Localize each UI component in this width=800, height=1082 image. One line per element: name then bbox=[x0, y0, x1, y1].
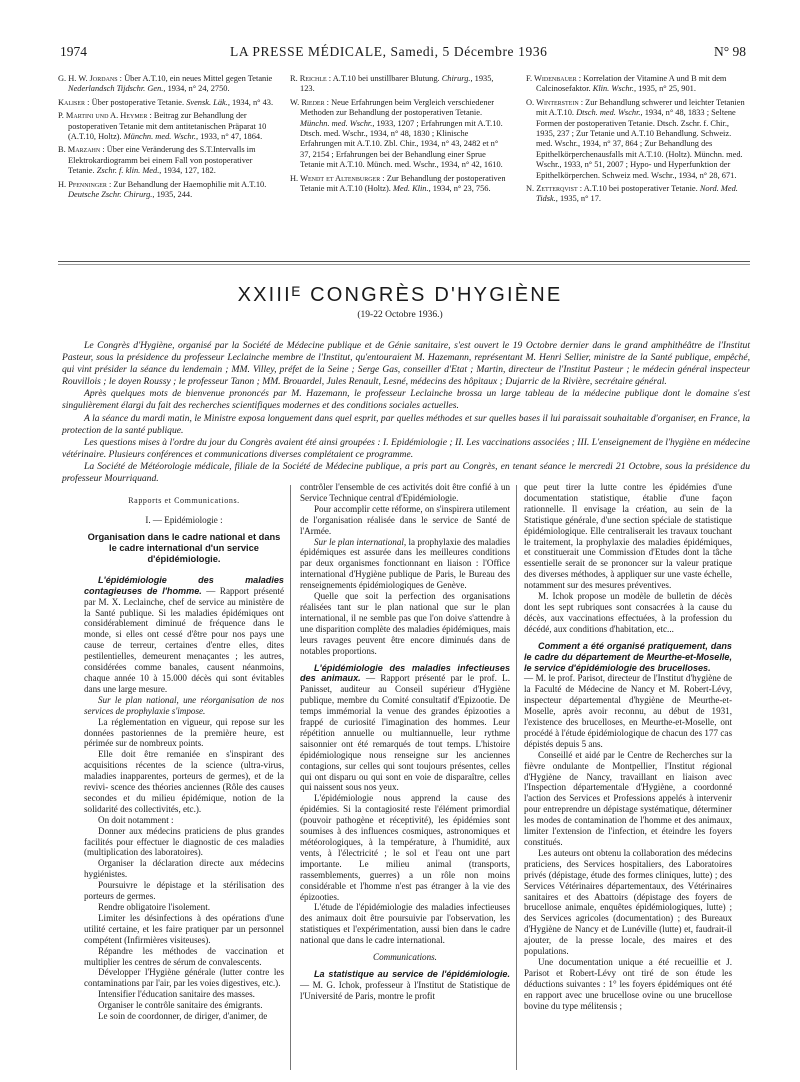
reference-details: , 1933, n° 47, 1864. bbox=[196, 132, 263, 142]
issue-number: N° 98 bbox=[713, 44, 746, 59]
paragraph: contrôler l'ensemble de ces activités doit être confié à un Service Technique central d'Epidémiologie. bbox=[300, 482, 510, 503]
reference-journal: Chirurg. bbox=[441, 74, 471, 83]
paragraph: Quelle que soit la perfection des organisations réalisées tant sur le plan national que sur le plan international, il ne semble pas que l'on doive s'attendre à une disparition complète des maladies épidémiques, mais leurs ravages peuvent être encore diminués dans de notables proportions. bbox=[300, 591, 510, 656]
list-item: Poursuivre le dépistage et la stérilisation des porteurs de germes. bbox=[84, 880, 284, 902]
column-rule bbox=[290, 485, 291, 1070]
reference-journal: Dtsch. med. Wschr. bbox=[576, 108, 641, 118]
reference-title: : A.T.10 bei unstillbarer Blutung. bbox=[326, 74, 442, 83]
bibliography bbox=[58, 74, 750, 274]
reference-author: G. H. W. Jordans bbox=[58, 74, 118, 83]
list-item: Limiter les désinfections à des opérations d'une utilité certaine, et les faire pratiquer par un personnel compétent (Infirmières visiteuses). bbox=[84, 912, 284, 945]
paragraph: On doit notamment : bbox=[98, 814, 174, 825]
report-title: L'épidémiologie des maladies contagieuses de l'homme. bbox=[84, 574, 284, 596]
list-item: Le soin de coordonner, de diriger, d'animer, de bbox=[98, 1011, 268, 1022]
paragraph: — M. le prof. Parisot, directeur de l'Institut d'hygiène de la Faculté de Médecine de Nancy et M. Robert-Lévy, inspecteur départemental d'hygiène de Meurthe-et-Moselle, après avoir reconnu, au début de 1931, l'existence des brucelloses, en Meurthe-et-Moselle, ont procédé à l'étude épidémiologique de chacun des 177 cas dépistés depuis 5 ans. bbox=[524, 673, 732, 749]
page-number: 1974 bbox=[60, 44, 87, 59]
paragraph: Une documentation unique a été recueillie et J. Parisot et Robert-Lévy ont tiré de son étude les déductions suivantes : 1° les foyers épidémiques ont été en rapport avec une brucellose ovine ou une brucellose bovine du type mélitensis ; bbox=[524, 956, 732, 1011]
reference-details: , 1935, n° 17. bbox=[555, 194, 602, 204]
congress-dates: (19-22 Octobre 1936.) bbox=[357, 310, 443, 320]
reference-author: P. Martini und A. Heymer bbox=[58, 111, 148, 121]
paragraph: Sur le plan national, une réorganisation de nos services de prophylaxie s'impose. bbox=[84, 694, 284, 716]
reference-title: : Über postoperative Tetanie. bbox=[85, 97, 187, 107]
reference-journal: Nord. Med. Tidsk. bbox=[536, 184, 738, 204]
intro-paragraph: Les questions mises à l'ordre du jour du Congrès avaient été ainsi groupées : I. Epidémiologie ; II. Les vaccinations associées ; III. L'enseignement de l'hygiène en médecine vétérinaire. Plusieurs conférences et communications diverses complétaient ce programme. bbox=[62, 436, 750, 460]
page-header bbox=[60, 44, 746, 64]
intro-paragraph: A la séance du mardi matin, le Ministre exposa longuement dans quel esprit, par quelles méthodes et sur quelles bases il lui paraissait souhaitable d'organiser, en France, la protection de la santé publique. bbox=[62, 412, 750, 436]
reference-author: F. Widenbauer bbox=[526, 74, 577, 83]
topic-heading: Organisation dans le cadre national et dans le cadre international d'un service d'épidémiologie. bbox=[87, 531, 281, 564]
list-item: Rendre obligatoire l'isolement. bbox=[98, 902, 210, 912]
reference-author: N. Zetterqvist bbox=[526, 184, 578, 194]
reference-entry bbox=[58, 180, 276, 201]
reference-journal: Zschr. f. klin. Med. bbox=[96, 166, 160, 176]
reference-details: , 1935, n° 25, 901. bbox=[633, 84, 696, 94]
reference-title: : Zur Behandlung schwerer und leichter Tetanien mit A.T.10. bbox=[536, 97, 745, 118]
paragraph: La réglementation en vigueur, qui repose sur les données pastoriennes de la première heure, est périmée sur de nombreux points. bbox=[84, 716, 284, 749]
subsection-heading: I. — Epidémiologie : bbox=[145, 514, 223, 525]
reference-title: : Zur Behandlung der Haemophilie mit A.T.10. bbox=[106, 179, 267, 189]
reference-entry bbox=[58, 145, 276, 176]
reference-journal: Nederlandsch Tijdschr. Gen. bbox=[68, 84, 164, 94]
divider-rule bbox=[58, 261, 750, 262]
report-text: — Rapport présenté par le prof. L. Panisset, auditeur au Conseil supérieur d'Hygiène publique, membre du Comité consultatif d'Epizootie. De temps immémorial la venue des grandes épizooties a frappé de curiosité l'imagination des hommes. Leur répétition annuelle ou multiannuelle, leur rythme saisonnier ont été remarqués de tout temps. L'histoire épidémiologique nous renseigne sur les anciennes contagions, sur celles qui sont toujours présentes, celles qui ont disparu ou qui sont en voie de disparaître, celles qui naissent sous nos yeux. bbox=[300, 673, 511, 793]
reference-details: , 1934, n° 48, 1833 ; Seltene Formen der postoperativen Tetanie. Dtsch. Zschr. f. Chir., 1935, 237 ; Zur Tetanie und A.T.10 Behandlung. Schweiz. med. Wschr., 1934, n° 37, 864 ; Zur Behandlung des Epithelkörperchenausfalls mit A.T.10. (Holtz). Münchn. med. Wschr., 1933, n° 51, 2007 ; Hypo- und Hyperfunktion der Epithelkörperchen. Schweiz med. Wschr., 1934, n° 28, 671. bbox=[536, 108, 743, 180]
reference-details: , 1935, 123. bbox=[300, 74, 494, 94]
publication-title: LA PRESSE MÉDICALE, Samedi, 5 Décembre 1936 bbox=[230, 44, 548, 59]
communication-text: — M. G. Ichok, professeur à l'Institut de Statistique de l'Université de Paris, montre le profit bbox=[300, 979, 510, 1001]
reference-author: R. Reichle bbox=[290, 74, 327, 83]
intro-paragraph: Après quelques mots de bienvenue prononcés par M. Hazemann, le professeur Leclainche brossa un large tableau de la médecine publique dont le domaine s'est singulièrement élargi du fait des recherches scientifiques modernes et des conditions sociales actuelles. bbox=[62, 388, 750, 412]
communications-heading: Communications. bbox=[373, 952, 437, 963]
list-item: Développer l'Hygiène générale (lutter contre les contaminations par l'air, par les voies digestives, etc.). bbox=[84, 967, 284, 989]
reference-title: : A.T.10 bei postoperativer Tetanie. bbox=[577, 184, 700, 194]
reference-details: , 1933, 1207 ; Erfahrungen mit A.T.10. Dtsch. med. Wschr., 1934, n° 48, 1830 ; Klinische Erfahrungen mit A.T.10. Zbl. Chir., 1934, n° 43, 2482 et n° 37, 2154 ; Erfahrungen bei der Behandlung einer Sprue Tetanie mit A.T.10. Münch. med. Wschr., 1934, n° 42, 1610. bbox=[300, 118, 503, 170]
intro-paragraph: La Société de Météorologie médicale, filiale de la Société de Médecine publique, a pris part au Congrès, en tenant séance le mercredi 21 Octobre, sous la présidence du professeur Mourriquand. bbox=[62, 460, 750, 485]
reference-entry bbox=[290, 174, 508, 195]
list-item: Organiser le contrôle sanitaire des émigrants. bbox=[98, 1000, 263, 1011]
reference-author: Kaliser bbox=[58, 97, 86, 107]
reference-author: H. Wendt et Altenburger bbox=[290, 173, 381, 183]
reference-details: , 1934, n° 24, 2750. bbox=[163, 84, 230, 94]
reference-details: , 1934, n° 23, 756. bbox=[428, 184, 491, 194]
reference-entry bbox=[290, 74, 508, 95]
report-title: L'épidémiologie des maladies infectieuses des animaux. bbox=[300, 662, 510, 684]
paragraph: Les auteurs ont obtenu la collaboration des médecins praticiens, des Services hospitaliers, des Laboratoires privés (dépistage, étude des formes cliniques, lutte) ; des Services Vétérinaires départementaux, des Vétérinaires sanitaires et des Abattoirs (dépistage des foyers de brucellose animale, enquêtes épidémiologiques, lutte) ; des Services agricoles (documentation) ; des Bureaux d'Hygiène de Nancy et de Lunéville (lutte) et, faudrait-il ajouter, de la presse locale, des maires et des populations. bbox=[524, 847, 732, 957]
reference-title: : Über eine Veränderung des S.T.Intervalls im Elektrokardiogramm bei einem Fall von postoperativer Tetanie. bbox=[68, 145, 256, 176]
reference-details: , 1934, 127, 182. bbox=[159, 166, 216, 176]
reference-title: : Korrelation der Vitamine A und B mit dem Calcinosefaktor. bbox=[536, 74, 727, 94]
reference-details: , 1935, 244. bbox=[152, 190, 193, 200]
paragraph: que peut tirer la lutte contre les épidémies d'une documentation statistique, établie d'une façon rationnelle. Il envisage la création, au sein de la Statistique générale, d'une section spéciale de statistique épidémiologique. Elle centraliserait les travaux touchant le traitement, la prophylaxie des maladies épidémiques, et constituerait une Commission d'Etudes dont la tâche essentielle serait de se prononcer sur la valeur pratique des diverses méthodes, à appliquer sur une vaste échelle, notamment sur des mesures préventives. bbox=[524, 482, 732, 591]
paragraph: la prophylaxie des maladies épidémiques est assurée dans les meilleures conditions par deux organismes fonctionnant en liaison : l'Office international d'Hygiène publique de Paris, le Bureau des renseignements épidémiologiques de Genève. bbox=[300, 536, 510, 591]
communication-title: La statistique au service de l'épidémiologie. bbox=[314, 968, 510, 979]
reference-author: B. Marzahn bbox=[58, 145, 101, 155]
list-item: Organiser la déclaration directe aux médecins hygiénistes. bbox=[84, 858, 284, 880]
reference-title: : Neue Erfahrungen beim Vergleich verschiedener Methoden zur Behandlung der postoperativen Tetanie. bbox=[300, 97, 495, 118]
reference-entry bbox=[58, 111, 276, 142]
reference-author: O. Winterstein bbox=[526, 97, 579, 107]
intro-paragraph: Le Congrès d'Hygiène, organisé par la Société de Médecine publique et de Génie sanitaire, s'est ouvert le 19 Octobre dernier dans le grand amphithéâtre de l'Institut Pasteur, sous la présidence du professeur Leclainche membre de l'Institut, qu'entouraient M. Hazemann, représentant M. Henri Sellier, ministre de la Santé publique, empêché, qui vint présider la séance du lendemain ; MM. Villey, préfet de la Seine ; Serge Gas, conseiller d'Etat ; Martin, directeur de l'Institut Pasteur ; le médecin général inspecteur Rouvillois ; le doyen Roussy ; le professeur Tanon ; MM. Brouardel, Jules Renault, Lesné, médecins des hôpitaux ; Dujarric de la Rivière, secrétaire général. bbox=[62, 340, 750, 388]
reference-journal: Svensk. Läk. bbox=[186, 97, 228, 107]
reference-entry bbox=[58, 98, 276, 108]
paragraph: L'étude de l'épidémiologie des maladies infectieuses des animaux doit être poursuivie par l'observation, les statistiques et l'expérimentation, aussi bien dans le cadre national que dans le cadre international. bbox=[300, 902, 510, 946]
article-column-3 bbox=[524, 482, 732, 1012]
list-item: Intensifier l'éducation sanitaire des masses. bbox=[98, 989, 255, 1000]
reference-entry bbox=[526, 184, 748, 205]
article-column-2 bbox=[300, 482, 510, 1002]
reference-journal: Münchn. med. Wschr. bbox=[300, 118, 373, 128]
section-heading: Rapports et Communications. bbox=[128, 496, 240, 505]
article-column-1 bbox=[84, 482, 284, 1022]
paragraph: L'épidémiologie nous apprend la cause des épidémies. Si la contagiosité reste l'élément primordial (pouvoir pathogène et réceptivité), les épidémies sont soumises à des influences cosmiques, astronomiques et météorologiques, à la température, à l'humidité, aux vents, à l'électricité ; le sol et l'eau ont une part importante. Le milieu animal (transports, rassemblements, guerres) a un rôle non moins considérable et l'homme n'est pas étranger à la vie des épizooties. bbox=[300, 793, 510, 902]
reference-journal: Med. Klin. bbox=[393, 184, 429, 194]
bibliography-column-3 bbox=[526, 74, 748, 208]
reference-entry bbox=[526, 98, 748, 181]
reference-entry bbox=[526, 74, 748, 95]
reference-title: : Zur Behandlung der postoperativen Tetanie mit A.T.10 (Holtz). bbox=[300, 173, 506, 194]
congress-title: XXIIIᴱ CONGRÈS D'HYGIÈNE bbox=[237, 284, 563, 306]
list-item: Donner aux médecins praticiens de plus grandes facilités pour effectuer le diagnostic de ces maladies (multiplication des laboratoires). bbox=[84, 825, 284, 858]
reference-author: H. Pfenninger bbox=[58, 179, 107, 189]
reference-journal: Deutsche Zschr. Chirurg. bbox=[68, 190, 153, 200]
bibliography-column-2 bbox=[290, 74, 508, 197]
intro-text bbox=[62, 340, 750, 485]
paragraph: Pour accomplir cette réforme, on s'inspirera utilement de l'organisation réalisée dans le service de Santé de l'Armée. bbox=[300, 503, 510, 536]
paragraph: Conseillé et aidé par le Centre de Recherches sur la fièvre ondulante de Montpellier, l'Institut régional d'Hygiène de Nancy, travaillant en liaison avec l'Inspection départementale d'Hygiène, a coordonné l'action des Services et Professions appelés à intervenir pour entreprendre un dépistage systématique, déterminer les modes de contamination de l'homme et des animaux, limiter l'extension de l'infection, et éteindre les foyers constitués. bbox=[524, 749, 732, 847]
communication-title: Comment a été organisé pratiquement, dans le cadre du département de Meurthe-et-Moselle, le service d'épidémiologie des brucelloses. bbox=[524, 640, 732, 673]
column-rule bbox=[516, 485, 517, 1070]
paragraph-emphasis: Sur le plan international, bbox=[314, 536, 407, 547]
divider-rule-thin bbox=[58, 264, 750, 265]
reference-author: W. Rieder bbox=[290, 97, 325, 107]
reference-journal: Klin. Wschr. bbox=[592, 84, 634, 94]
reference-details: , 1934, n° 43. bbox=[227, 97, 274, 107]
reference-entry bbox=[58, 74, 276, 95]
reference-journal: Münchn. med. Wschr. bbox=[123, 132, 197, 142]
report-text: — Rapport présenté par M. X. Leclainche, chef de service au ministère de la Santé publique. Si les maladies épidémiques ont considérablement diminué de fréquence dans le monde, si elles ont cessé d'être pour nos pays une cause de terreur, certaines d'entre elles, dites pestilentielles, demeurent menaçantes ; les autres, considérées comme banales, causent néanmoins, chaque année 10 à 15.000 décès qui sont évitables dans une large mesure. bbox=[84, 585, 284, 694]
paragraph: Elle doit être remaniée en s'inspirant des acquisitions récentes de la science (ultra-virus, maladies inapparentes, porteurs de germes), et de la revivi- scence des théories anciennes (Rôle des causes secondes et du milieu épidémique, notion de la solidarité des collectivités, etc.). bbox=[84, 749, 284, 814]
paragraph: M. Ichok propose un modèle de bulletin de décès dont les sept rubriques sont consacrées à la cause du décès, aux vaccinations effectuées, à la profession du décédé, aux conditions d'habitation, etc... bbox=[524, 591, 732, 634]
bibliography-column-1 bbox=[58, 74, 276, 203]
reference-title: : Beitrag zur Behandlung der postoperativen Tetanie mit dem antitetanischen Präparat 10 (A.T.10, Holtz). bbox=[68, 111, 267, 142]
list-item: Répandre les méthodes de vaccination et multiplier les centres de sérum de convalescents. bbox=[84, 945, 284, 967]
reference-title: : Über A.T.10, ein neues Mittel gegen Tetanie bbox=[117, 74, 273, 83]
reference-entry bbox=[290, 98, 508, 171]
